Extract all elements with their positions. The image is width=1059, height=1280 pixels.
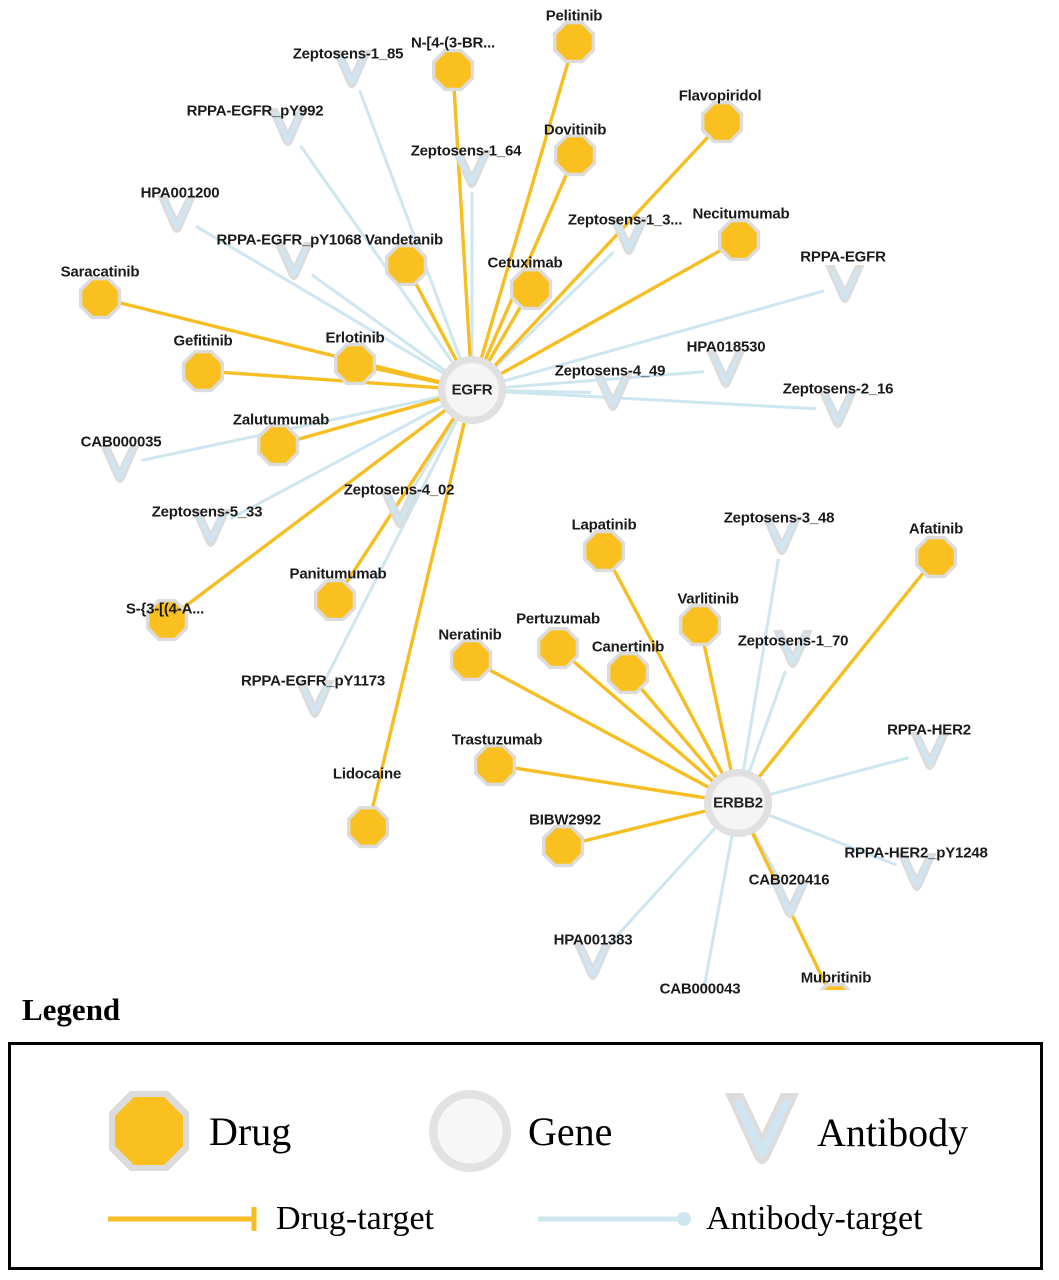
- legend-antibody-target-item: [536, 1200, 923, 1238]
- drug-node[interactable]: [474, 744, 516, 786]
- legend-box: [8, 1042, 1043, 1270]
- antibody-label: RPPA-EGFR: [800, 248, 886, 266]
- drug-target-edge: [343, 415, 456, 583]
- antibody-label: RPPA-EGFR_pY992: [186, 102, 324, 120]
- legend-drug-target-label: Drug-target: [276, 1200, 434, 1237]
- legend-antibody-target-label: Antibody-target: [706, 1200, 923, 1237]
- drug-node[interactable]: [718, 219, 760, 261]
- drug-target-edge-icon: [106, 1202, 266, 1236]
- drug-node[interactable]: [334, 343, 376, 385]
- drug-target-edge: [454, 90, 470, 360]
- antibody-icon: [721, 1089, 803, 1175]
- gene-icon: [426, 1087, 514, 1175]
- drug-label: N-[4-(3-BR...: [410, 34, 496, 52]
- antibody-label: Zeptosens-1_70: [737, 632, 849, 650]
- drug-node[interactable]: [450, 639, 492, 681]
- antibody-label: Zeptosens-1_3...: [567, 211, 683, 229]
- antibody-label: CAB020416: [748, 871, 830, 889]
- gene-label: EGFR: [451, 381, 493, 399]
- drug-target-edge: [582, 810, 708, 841]
- drug-node[interactable]: [542, 825, 584, 867]
- antibody-label: RPPA-EGFR_pY1173: [240, 672, 386, 690]
- antibody-label: RPPA-EGFR_pY1068: [216, 231, 362, 249]
- antibody-label: Zeptosens-4_02: [343, 481, 455, 499]
- drug-target-edge: [641, 688, 719, 780]
- antibody-node[interactable]: [100, 445, 140, 483]
- legend-drug-label: Drug: [209, 1108, 292, 1154]
- antibody-target-edge: [767, 758, 909, 796]
- drug-node[interactable]: [79, 277, 121, 319]
- antibody-label: HPA001200: [140, 184, 220, 202]
- drug-label: Lidocaine: [332, 765, 402, 783]
- drug-target-edge: [375, 368, 443, 383]
- antibody-node[interactable]: [825, 265, 865, 303]
- drug-node[interactable]: [701, 101, 743, 143]
- antibody-target-edge: [502, 392, 816, 409]
- antibody-target-edge: [748, 671, 785, 775]
- antibody-label: Zeptosens-3_48: [723, 509, 835, 527]
- drug-label: Pelitinib: [545, 7, 603, 25]
- antibody-label: HPA001383: [553, 931, 633, 949]
- legend-antibody-item: [721, 1089, 968, 1175]
- drug-label: Erlotinib: [325, 329, 385, 347]
- antibody-label: Zeptosens-4_49: [554, 362, 666, 380]
- drug-target-edge: [704, 645, 732, 774]
- drug-label: Dovitinib: [543, 121, 607, 139]
- gene-label: ERBB2: [713, 794, 763, 812]
- drug-label: Neratinib: [438, 626, 502, 644]
- drug-node[interactable]: [432, 49, 474, 91]
- drug-node[interactable]: [583, 530, 625, 572]
- drug-label: Vandetanib: [364, 231, 444, 249]
- drug-node[interactable]: [347, 806, 389, 848]
- drug-node[interactable]: [607, 652, 649, 694]
- legend-gene-item: [426, 1087, 612, 1175]
- antibody-label: CAB000035: [80, 433, 162, 451]
- drug-label: Necitumumab: [692, 205, 790, 223]
- drug-icon: [103, 1085, 195, 1177]
- drug-node[interactable]: [553, 21, 595, 63]
- drug-label: Zalutumumab: [232, 411, 330, 429]
- drug-node[interactable]: [385, 244, 427, 286]
- drug-target-edge: [480, 61, 568, 361]
- antibody-label: Zeptosens-5_33: [151, 503, 263, 521]
- antibody-label: Zeptosens-1_85: [292, 45, 404, 63]
- drug-label: Lapatinib: [571, 516, 637, 534]
- drug-label: Gefitinib: [173, 332, 233, 350]
- drug-node[interactable]: [537, 627, 579, 669]
- drug-node[interactable]: [554, 134, 596, 176]
- drug-label: Mubritinib: [800, 969, 872, 987]
- antibody-label: RPPA-HER2: [887, 721, 971, 739]
- drug-node[interactable]: [510, 268, 552, 310]
- drug-node[interactable]: [679, 604, 721, 646]
- drug-node[interactable]: [915, 536, 957, 578]
- drug-label: BIBW2992: [529, 811, 601, 829]
- drug-label: S-{3-[(4-A...: [125, 600, 205, 618]
- antibody-target-edge-icon: [536, 1202, 696, 1236]
- drug-label: Flavopiridol: [678, 87, 762, 105]
- drug-label: Cetuximab: [487, 254, 563, 272]
- drug-label: Varlitinib: [677, 590, 739, 608]
- antibody-label: RPPA-HER2_pY1248: [844, 844, 988, 862]
- legend-drug-item: [103, 1085, 291, 1177]
- legend-title: Legend: [22, 992, 121, 1027]
- antibody-target-edge: [608, 825, 718, 946]
- legend-antibody-label: Antibody: [817, 1109, 969, 1155]
- antibody-node[interactable]: [706, 350, 746, 388]
- drug-node[interactable]: [257, 424, 299, 466]
- drug-node[interactable]: [182, 350, 224, 392]
- drug-label: Afatinib: [908, 520, 964, 538]
- drug-label: Saracatinib: [60, 263, 140, 281]
- drug-node[interactable]: [314, 579, 356, 621]
- legend-symbols-row: [11, 1045, 1040, 1185]
- antibody-target-edge: [704, 833, 733, 989]
- drug-label: Panitumumab: [289, 565, 387, 583]
- drug-label: Pertuzumab: [516, 610, 600, 628]
- antibody-label: CAB000043: [659, 980, 741, 998]
- antibody-label: Zeptosens-2_16: [782, 380, 894, 398]
- antibody-label: HPA018530: [686, 338, 766, 356]
- legend-drug-target-item: [106, 1200, 434, 1238]
- legend-gene-label: Gene: [528, 1108, 613, 1154]
- drug-label: Trastuzumab: [451, 731, 543, 749]
- antibody-label: Zeptosens-1_64: [410, 142, 522, 160]
- drug-target-edge: [757, 573, 924, 780]
- drug-label: Canertinib: [591, 638, 665, 656]
- antibody-target-edge: [312, 275, 448, 373]
